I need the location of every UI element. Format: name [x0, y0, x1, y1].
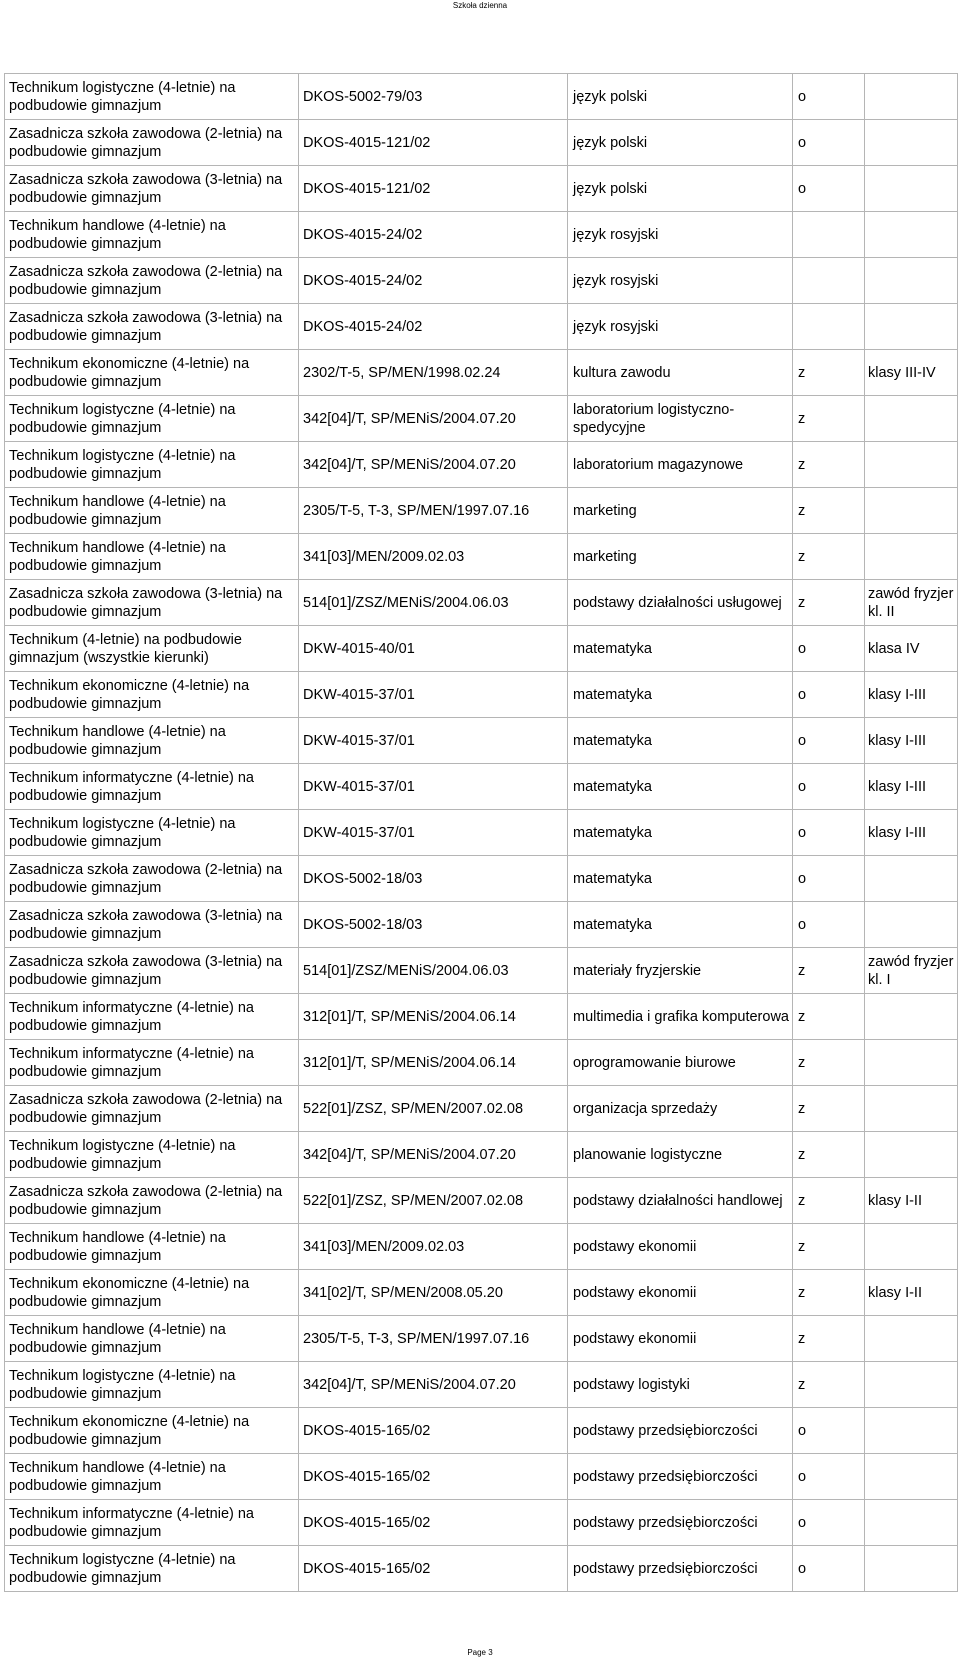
program-code-cell: DKOS-5002-18/03	[299, 902, 568, 948]
table-row	[5, 1270, 958, 1316]
school-cell: Technikum ekonomiczne (4-letnie) na podbudowie gimnazjum	[5, 672, 299, 718]
program-code-cell: DKOS-4015-24/02	[299, 212, 568, 258]
table-row	[5, 948, 958, 994]
note-cell	[865, 856, 958, 902]
school-cell: Technikum handlowe (4-letnie) na podbudowie gimnazjum	[5, 1316, 299, 1362]
subject-cell: podstawy logistyki	[568, 1362, 793, 1408]
type-cell: z	[793, 994, 865, 1040]
school-cell: Zasadnicza szkoła zawodowa (3-letnia) na podbudowie gimnazjum	[5, 580, 299, 626]
school-cell: Technikum handlowe (4-letnie) na podbudowie gimnazjum	[5, 1224, 299, 1270]
program-code-cell: 2305/T-5, T-3, SP/MEN/1997.07.16	[299, 488, 568, 534]
note-cell	[865, 534, 958, 580]
subject-cell: matematyka	[568, 856, 793, 902]
table-row	[5, 994, 958, 1040]
program-code-cell: 342[04]/T, SP/MENiS/2004.07.20	[299, 1362, 568, 1408]
table-row	[5, 580, 958, 626]
note-cell: zawód fryzjer kl. I	[865, 948, 958, 994]
subject-cell: podstawy ekonomii	[568, 1316, 793, 1362]
type-cell: o	[793, 120, 865, 166]
table-row	[5, 626, 958, 672]
note-cell	[865, 1224, 958, 1270]
program-code-cell: DKW-4015-37/01	[299, 718, 568, 764]
program-code-cell: DKOS-4015-24/02	[299, 304, 568, 350]
note-cell	[865, 120, 958, 166]
note-cell	[865, 1040, 958, 1086]
type-cell: z	[793, 1224, 865, 1270]
program-code-cell: DKOS-4015-165/02	[299, 1454, 568, 1500]
school-cell: Technikum ekonomiczne (4-letnie) na podbudowie gimnazjum	[5, 1270, 299, 1316]
type-cell: z	[793, 350, 865, 396]
page-header: Szkoła dzienna	[452, 1, 508, 10]
school-cell: Technikum logistyczne (4-letnie) na podbudowie gimnazjum	[5, 1362, 299, 1408]
note-cell	[865, 1454, 958, 1500]
school-cell: Technikum logistyczne (4-letnie) na podbudowie gimnazjum	[5, 1546, 299, 1592]
school-cell: Technikum handlowe (4-letnie) na podbudowie gimnazjum	[5, 1454, 299, 1500]
program-code-cell: 2302/T-5, SP/MEN/1998.02.24	[299, 350, 568, 396]
type-cell: z	[793, 1040, 865, 1086]
type-cell: z	[793, 396, 865, 442]
program-code-cell: 342[04]/T, SP/MENiS/2004.07.20	[299, 442, 568, 488]
table-body	[5, 74, 958, 1592]
program-code-cell: DKOS-4015-165/02	[299, 1500, 568, 1546]
table-row	[5, 1178, 958, 1224]
table-row	[5, 718, 958, 764]
subject-cell: podstawy działalności handlowej	[568, 1178, 793, 1224]
school-cell: Technikum logistyczne (4-letnie) na podbudowie gimnazjum	[5, 396, 299, 442]
type-cell: o	[793, 718, 865, 764]
school-cell: Technikum handlowe (4-letnie) na podbudowie gimnazjum	[5, 534, 299, 580]
subject-cell: język rosyjski	[568, 212, 793, 258]
program-code-cell: 341[02]/T, SP/MEN/2008.05.20	[299, 1270, 568, 1316]
table-row	[5, 1316, 958, 1362]
table-row	[5, 120, 958, 166]
subject-cell: podstawy przedsiębiorczości	[568, 1454, 793, 1500]
type-cell	[793, 258, 865, 304]
page-number: Page 3	[467, 1648, 493, 1657]
note-cell	[865, 396, 958, 442]
subject-cell: multimedia i grafika komputerowa	[568, 994, 793, 1040]
subject-cell: język rosyjski	[568, 258, 793, 304]
note-cell	[865, 902, 958, 948]
table-row	[5, 74, 958, 120]
program-code-cell: DKW-4015-37/01	[299, 810, 568, 856]
note-cell: klasy I-III	[865, 764, 958, 810]
program-code-cell: DKW-4015-37/01	[299, 672, 568, 718]
note-cell	[865, 1500, 958, 1546]
type-cell: z	[793, 442, 865, 488]
school-cell: Technikum (4-letnie) na podbudowie gimnazjum (wszystkie kierunki)	[5, 626, 299, 672]
type-cell: o	[793, 810, 865, 856]
table-row	[5, 810, 958, 856]
program-code-cell: DKOS-4015-165/02	[299, 1546, 568, 1592]
type-cell: o	[793, 1408, 865, 1454]
school-cell: Technikum ekonomiczne (4-letnie) na podbudowie gimnazjum	[5, 1408, 299, 1454]
program-code-cell: DKW-4015-37/01	[299, 764, 568, 810]
subject-cell: kultura zawodu	[568, 350, 793, 396]
subject-cell: materiały fryzjerskie	[568, 948, 793, 994]
type-cell: o	[793, 1546, 865, 1592]
program-code-cell: DKOS-4015-121/02	[299, 166, 568, 212]
program-code-cell: 341[03]/MEN/2009.02.03	[299, 1224, 568, 1270]
subject-cell: matematyka	[568, 810, 793, 856]
note-cell	[865, 258, 958, 304]
program-code-cell: 341[03]/MEN/2009.02.03	[299, 534, 568, 580]
type-cell: o	[793, 764, 865, 810]
note-cell	[865, 1546, 958, 1592]
type-cell: o	[793, 1500, 865, 1546]
type-cell: o	[793, 902, 865, 948]
type-cell: z	[793, 948, 865, 994]
school-cell: Technikum informatyczne (4-letnie) na podbudowie gimnazjum	[5, 994, 299, 1040]
subject-cell: marketing	[568, 488, 793, 534]
subject-cell: matematyka	[568, 902, 793, 948]
note-cell	[865, 488, 958, 534]
subject-cell: język rosyjski	[568, 304, 793, 350]
textbook-table	[4, 73, 958, 1592]
school-cell: Technikum handlowe (4-letnie) na podbudowie gimnazjum	[5, 212, 299, 258]
note-cell	[865, 1132, 958, 1178]
note-cell	[865, 212, 958, 258]
type-cell: z	[793, 1270, 865, 1316]
school-cell: Technikum logistyczne (4-letnie) na podbudowie gimnazjum	[5, 442, 299, 488]
type-cell: z	[793, 1316, 865, 1362]
note-cell: klasy I-III	[865, 672, 958, 718]
school-cell: Zasadnicza szkoła zawodowa (2-letnia) na podbudowie gimnazjum	[5, 856, 299, 902]
type-cell: o	[793, 626, 865, 672]
subject-cell: planowanie logistyczne	[568, 1132, 793, 1178]
school-cell: Zasadnicza szkoła zawodowa (2-letnia) na podbudowie gimnazjum	[5, 120, 299, 166]
program-code-cell: 342[04]/T, SP/MENiS/2004.07.20	[299, 396, 568, 442]
type-cell: o	[793, 166, 865, 212]
type-cell: z	[793, 1362, 865, 1408]
table-row	[5, 396, 958, 442]
school-cell: Technikum logistyczne (4-letnie) na podbudowie gimnazjum	[5, 810, 299, 856]
school-cell: Technikum ekonomiczne (4-letnie) na podbudowie gimnazjum	[5, 350, 299, 396]
table-row	[5, 534, 958, 580]
note-cell	[865, 1316, 958, 1362]
table-row	[5, 1224, 958, 1270]
subject-cell: matematyka	[568, 764, 793, 810]
table-row	[5, 1546, 958, 1592]
note-cell: klasy I-II	[865, 1178, 958, 1224]
note-cell	[865, 304, 958, 350]
subject-cell: matematyka	[568, 672, 793, 718]
type-cell: z	[793, 580, 865, 626]
table-row	[5, 304, 958, 350]
program-code-cell: DKOS-5002-18/03	[299, 856, 568, 902]
subject-cell: marketing	[568, 534, 793, 580]
note-cell	[865, 1408, 958, 1454]
type-cell: o	[793, 74, 865, 120]
table-row	[5, 488, 958, 534]
note-cell	[865, 1362, 958, 1408]
subject-cell: język polski	[568, 74, 793, 120]
table-row	[5, 902, 958, 948]
subject-cell: język polski	[568, 166, 793, 212]
table-row	[5, 856, 958, 902]
note-cell: klasy I-III	[865, 718, 958, 764]
note-cell	[865, 442, 958, 488]
school-cell: Zasadnicza szkoła zawodowa (2-letnia) na podbudowie gimnazjum	[5, 1178, 299, 1224]
school-cell: Technikum informatyczne (4-letnie) na podbudowie gimnazjum	[5, 764, 299, 810]
school-cell: Technikum logistyczne (4-letnie) na podbudowie gimnazjum	[5, 74, 299, 120]
table-row	[5, 350, 958, 396]
note-cell	[865, 994, 958, 1040]
table-row	[5, 1500, 958, 1546]
subject-cell: podstawy przedsiębiorczości	[568, 1408, 793, 1454]
table-row	[5, 1362, 958, 1408]
school-cell: Zasadnicza szkoła zawodowa (3-letnia) na podbudowie gimnazjum	[5, 902, 299, 948]
note-cell: zawód fryzjer kl. II	[865, 580, 958, 626]
subject-cell: matematyka	[568, 718, 793, 764]
school-cell: Technikum informatyczne (4-letnie) na podbudowie gimnazjum	[5, 1040, 299, 1086]
program-code-cell: 514[01]/ZSZ/MENiS/2004.06.03	[299, 580, 568, 626]
program-code-cell: DKOS-4015-24/02	[299, 258, 568, 304]
table-row	[5, 672, 958, 718]
program-code-cell: 312[01]/T, SP/MENiS/2004.06.14	[299, 994, 568, 1040]
subject-cell: podstawy działalności usługowej	[568, 580, 793, 626]
table-row	[5, 442, 958, 488]
subject-cell: oprogramowanie biurowe	[568, 1040, 793, 1086]
school-cell: Zasadnicza szkoła zawodowa (3-letnia) na podbudowie gimnazjum	[5, 948, 299, 994]
type-cell: z	[793, 1178, 865, 1224]
table-row	[5, 1086, 958, 1132]
table-row	[5, 258, 958, 304]
subject-cell: podstawy przedsiębiorczości	[568, 1546, 793, 1592]
table-row	[5, 764, 958, 810]
school-cell: Technikum logistyczne (4-letnie) na podbudowie gimnazjum	[5, 1132, 299, 1178]
type-cell: z	[793, 534, 865, 580]
note-cell: klasa IV	[865, 626, 958, 672]
type-cell: o	[793, 1454, 865, 1500]
type-cell: z	[793, 488, 865, 534]
program-code-cell: DKOS-5002-79/03	[299, 74, 568, 120]
type-cell: o	[793, 856, 865, 902]
subject-cell: matematyka	[568, 626, 793, 672]
note-cell	[865, 166, 958, 212]
note-cell: klasy I-II	[865, 1270, 958, 1316]
subject-cell: organizacja sprzedaży	[568, 1086, 793, 1132]
type-cell: z	[793, 1086, 865, 1132]
program-code-cell: DKOS-4015-121/02	[299, 120, 568, 166]
program-code-cell: 522[01]/ZSZ, SP/MEN/2007.02.08	[299, 1178, 568, 1224]
program-code-cell: DKOS-4015-165/02	[299, 1408, 568, 1454]
program-code-cell: 2305/T-5, T-3, SP/MEN/1997.07.16	[299, 1316, 568, 1362]
table-row	[5, 1132, 958, 1178]
subject-cell: język polski	[568, 120, 793, 166]
subject-cell: podstawy ekonomii	[568, 1270, 793, 1316]
subject-cell: podstawy ekonomii	[568, 1224, 793, 1270]
note-cell: klasy III-IV	[865, 350, 958, 396]
table-row	[5, 166, 958, 212]
school-cell: Zasadnicza szkoła zawodowa (3-letnia) na podbudowie gimnazjum	[5, 304, 299, 350]
school-cell: Zasadnicza szkoła zawodowa (2-letnia) na podbudowie gimnazjum	[5, 1086, 299, 1132]
school-cell: Technikum informatyczne (4-letnie) na podbudowie gimnazjum	[5, 1500, 299, 1546]
note-cell	[865, 74, 958, 120]
program-code-cell: DKW-4015-40/01	[299, 626, 568, 672]
table-row	[5, 1454, 958, 1500]
subject-cell: podstawy przedsiębiorczości	[568, 1500, 793, 1546]
type-cell: z	[793, 1132, 865, 1178]
program-code-cell: 342[04]/T, SP/MENiS/2004.07.20	[299, 1132, 568, 1178]
school-cell: Zasadnicza szkoła zawodowa (2-letnia) na podbudowie gimnazjum	[5, 258, 299, 304]
school-cell: Zasadnicza szkoła zawodowa (3-letnia) na podbudowie gimnazjum	[5, 166, 299, 212]
note-cell: klasy I-III	[865, 810, 958, 856]
subject-cell: laboratorium magazynowe	[568, 442, 793, 488]
subject-cell: laboratorium logistyczno-spedycyjne	[568, 396, 793, 442]
type-cell	[793, 212, 865, 258]
program-code-cell: 514[01]/ZSZ/MENiS/2004.06.03	[299, 948, 568, 994]
school-cell: Technikum handlowe (4-letnie) na podbudowie gimnazjum	[5, 488, 299, 534]
school-cell: Technikum handlowe (4-letnie) na podbudowie gimnazjum	[5, 718, 299, 764]
table-row	[5, 1408, 958, 1454]
table-row	[5, 212, 958, 258]
table-row	[5, 1040, 958, 1086]
note-cell	[865, 1086, 958, 1132]
program-code-cell: 312[01]/T, SP/MENiS/2004.06.14	[299, 1040, 568, 1086]
program-code-cell: 522[01]/ZSZ, SP/MEN/2007.02.08	[299, 1086, 568, 1132]
type-cell: o	[793, 672, 865, 718]
type-cell	[793, 304, 865, 350]
